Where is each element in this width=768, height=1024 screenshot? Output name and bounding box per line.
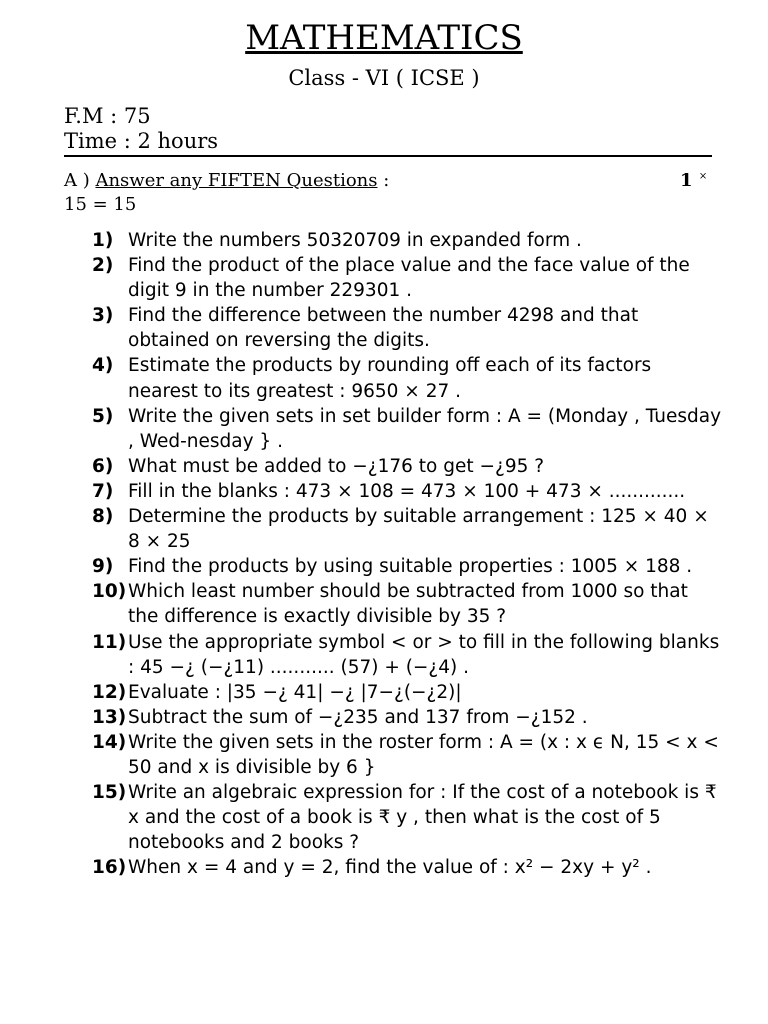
class-subtitle: Class - VI ( ICSE ) [288,66,480,90]
question-item [92,353,722,403]
question-text: Fill in the blanks : 473 × 108 = 473 × 100 + 473 × ............. [128,480,686,502]
section-a-heading [64,170,389,191]
question-text: Write the numbers 50320709 in expanded form . [128,230,582,251]
marks-times: × [698,171,708,182]
question-number: 8) [92,506,114,528]
question-item [92,303,722,353]
question-item [92,730,722,780]
section-a-prefix: A ) [64,170,96,191]
question-item [92,780,722,855]
section-a-colon: : [377,170,390,191]
question-text: Evaluate : |35 −¿ 41| −¿ |7−¿(−¿2)| [128,681,462,703]
question-number: 1) [92,230,114,251]
question-text: Find the product of the place value and the face value of the digit 9 in the number 229301 . [128,255,690,302]
question-item [92,705,722,730]
question-item [92,554,722,579]
full-marks: F.M : 75 [64,104,151,128]
question-number: 11) [92,631,127,653]
question-number: 3) [92,305,114,327]
question-item [92,680,722,705]
question-text: Write the given sets in set builder form : A = (Monday , Tuesday , Wed-nesday } . [128,405,722,452]
question-text: What must be added to −¿176 to get −¿95 ? [128,455,545,477]
question-number: 5) [92,405,114,427]
question-number: 14) [92,731,127,753]
question-number: 16) [92,857,127,879]
question-text: Subtract the sum of −¿235 and 137 from −¿152 . [128,706,588,728]
question-text: Find the products by using suitable properties : 1005 × 188 . [128,556,693,578]
question-item [92,253,722,303]
question-number: 4) [92,355,114,377]
section-a-total: 15 = 15 [64,194,137,215]
question-text: Use the appropriate symbol < or > to fill in the following blanks : 45 −¿ (−¿11) ........... (57) + (−¿4) . [128,631,720,678]
question-text: Write an algebraic expression for : If the cost of a notebook is ₹ x and the cost of a book is ₹ y , then what is the cost of 5 notebooks and 2 books ? [128,782,717,854]
question-number: 15) [92,782,127,804]
section-a-marks [680,170,707,191]
question-text: Determine the products by suitable arrangement : 125 × 40 × 8 × 25 [128,506,709,553]
question-item [92,579,722,629]
question-item [92,630,722,680]
question-number: 6) [92,455,114,477]
question-item [92,404,722,454]
question-text: Which least number should be subtracted from 1000 so that the difference is exactly divisible by 35 ? [128,581,688,628]
question-number: 10) [92,581,127,603]
question-item [92,479,722,504]
question-text: Find the difference between the number 4298 and that obtained on reversing the digits. [128,305,639,352]
question-list [92,228,722,880]
question-text: When x = 4 and y = 2, find the value of : x² − 2xy + y² . [128,857,652,879]
marks-each: 1 [680,170,693,191]
exam-time: Time : 2 hours [64,129,219,153]
page-title: MATHEMATICS [245,18,523,58]
question-text: Write the given sets in the roster form : A = (x : x ϵ N, 15 < x < 50 and x is divisible by 6 } [128,731,719,778]
question-number: 9) [92,556,114,578]
question-number: 12) [92,681,127,703]
question-text: Estimate the products by rounding off each of its factors nearest to its greatest : 9650 × 27 . [128,355,652,402]
question-item [92,228,722,253]
section-a-instruction: Answer any FIFTEN Questions [95,170,378,191]
question-item [92,454,722,479]
question-item [92,855,722,880]
header-divider [64,155,712,157]
question-item [92,504,722,554]
question-number: 2) [92,255,114,277]
question-number: 7) [92,480,114,502]
question-number: 13) [92,706,127,728]
